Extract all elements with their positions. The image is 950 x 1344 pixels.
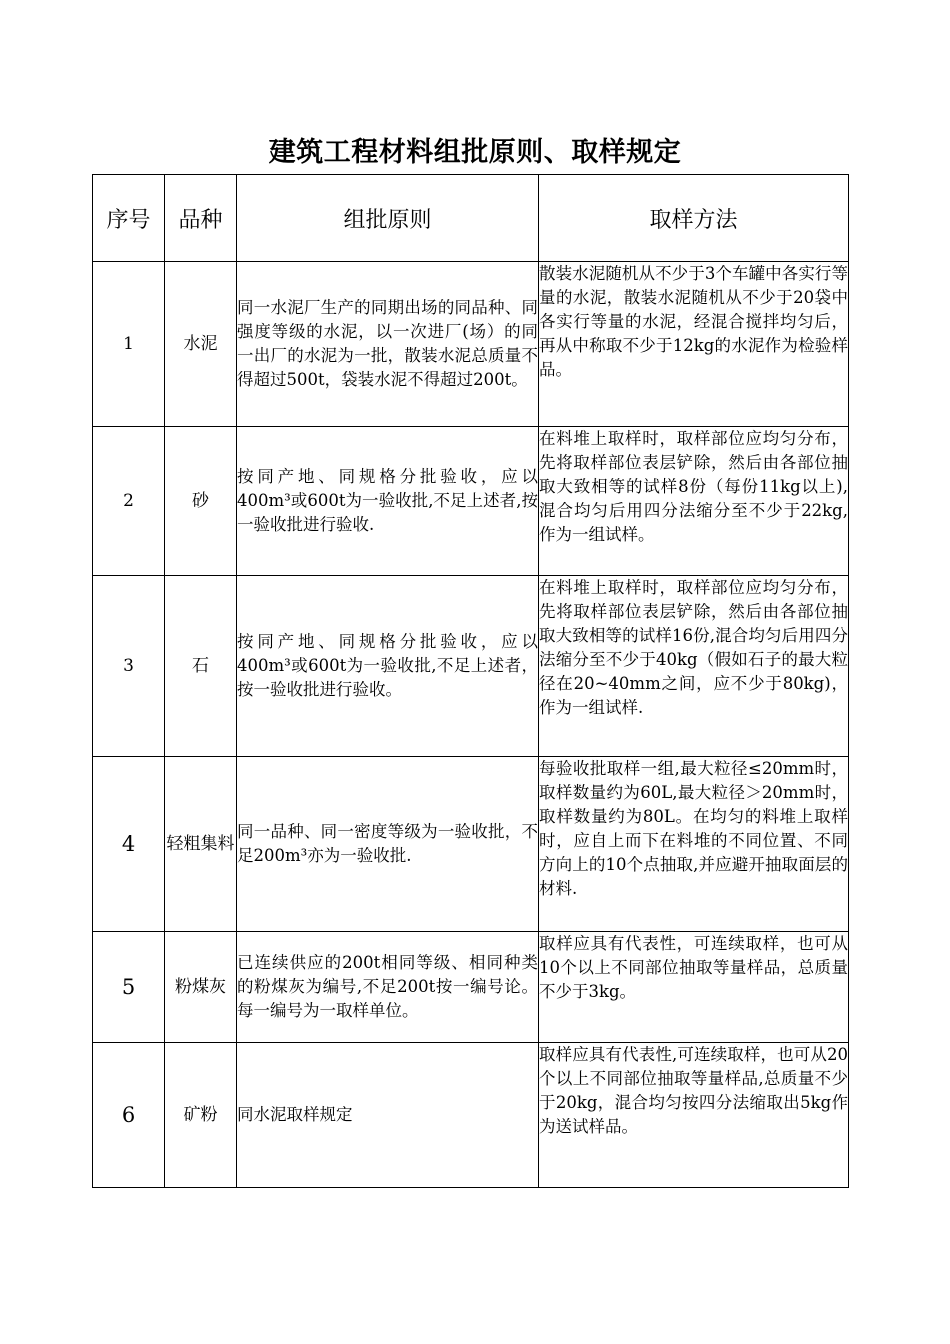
row-rule: 按同产地、同规格分批验收，应以400m³或600t为一验收批,不足上述者，按一验收批进行验收。	[237, 576, 539, 757]
row-method: 散装水泥随机从不少于3个车罐中各实行等量的水泥，散装水泥随机从不少于20袋中各实行等量的水泥，经混合搅拌均匀后，再从中称取不少于12kg的水泥作为检验样品。	[539, 262, 849, 427]
row-method: 每验收批取样一组,最大粒径≤20mm时，取样数量约为60L,最大粒径＞20mm时，取样数量约为80L。在均匀的料堆上取样时，应自上而下在料堆的不同位置、不同方向上的10个点抽取,并应避开抽取面层的材料.	[539, 757, 849, 932]
header-method: 取样方法	[539, 175, 849, 262]
header-kind: 品种	[165, 175, 237, 262]
table-row	[93, 757, 849, 932]
row-number: 1	[93, 262, 165, 427]
row-rule: 同水泥取样规定	[237, 1043, 539, 1188]
sampling-rules-table	[92, 174, 849, 1188]
row-number: 5	[93, 932, 165, 1043]
row-number: 6	[93, 1043, 165, 1188]
row-number: 2	[93, 427, 165, 576]
row-rule: 同一水泥厂生产的同期出场的同品种、同强度等级的水泥，以一次进厂(场）的同一出厂的水泥为一批，散装水泥总质量不得超过500t，袋装水泥不得超过200t。	[237, 262, 539, 427]
row-kind: 轻粗集料	[165, 757, 237, 932]
table-row	[93, 932, 849, 1043]
row-kind: 粉煤灰	[165, 932, 237, 1043]
table-row	[93, 1043, 849, 1188]
header-rule: 组批原则	[237, 175, 539, 262]
row-number: 3	[93, 576, 165, 757]
row-rule: 同一品种、同一密度等级为一验收批，不足200m³亦为一验收批.	[237, 757, 539, 932]
row-method: 在料堆上取样时，取样部位应均匀分布，先将取样部位表层铲除，然后由各部位抽取大致相等的试样16份,混合均匀后用四分法缩分至不少于40kg（假如石子的最大粒径在20~40mm之间，应不少于80kg)，作为一组试样.	[539, 576, 849, 757]
row-kind: 砂	[165, 427, 237, 576]
row-method: 取样应具有代表性,可连续取样，也可从20个以上不同部位抽取等量样品,总质量不少于20kg，混合均匀按四分法缩取出5kg作为送试样品。	[539, 1043, 849, 1188]
header-no: 序号	[93, 175, 165, 262]
document-title: 建筑工程材料组批原则、取样规定	[268, 137, 682, 168]
table-row	[93, 576, 849, 757]
row-method: 在料堆上取样时，取样部位应均匀分布，先将取样部位表层铲除，然后由各部位抽取大致相等的试样8份（每份11kg以上),混合均匀后用四分法缩分至不少于22kg,作为一组试样。	[539, 427, 849, 576]
row-kind: 水泥	[165, 262, 237, 427]
table-row	[93, 262, 849, 427]
row-kind: 石	[165, 576, 237, 757]
row-rule: 按同产地、同规格分批验收，应以400m³或600t为一验收批,不足上述者,按一验收批进行验收.	[237, 427, 539, 576]
table-header-row	[93, 175, 849, 262]
row-number: 4	[93, 757, 165, 932]
table-row	[93, 427, 849, 576]
row-rule: 已连续供应的200t相同等级、相同种类的粉煤灰为编号,不足200t按一编号论。每一编号为一取样单位。	[237, 932, 539, 1043]
row-method: 取样应具有代表性，可连续取样，也可从10个以上不同部位抽取等量样品，总质量不少于3kg。	[539, 932, 849, 1043]
row-kind: 矿粉	[165, 1043, 237, 1188]
